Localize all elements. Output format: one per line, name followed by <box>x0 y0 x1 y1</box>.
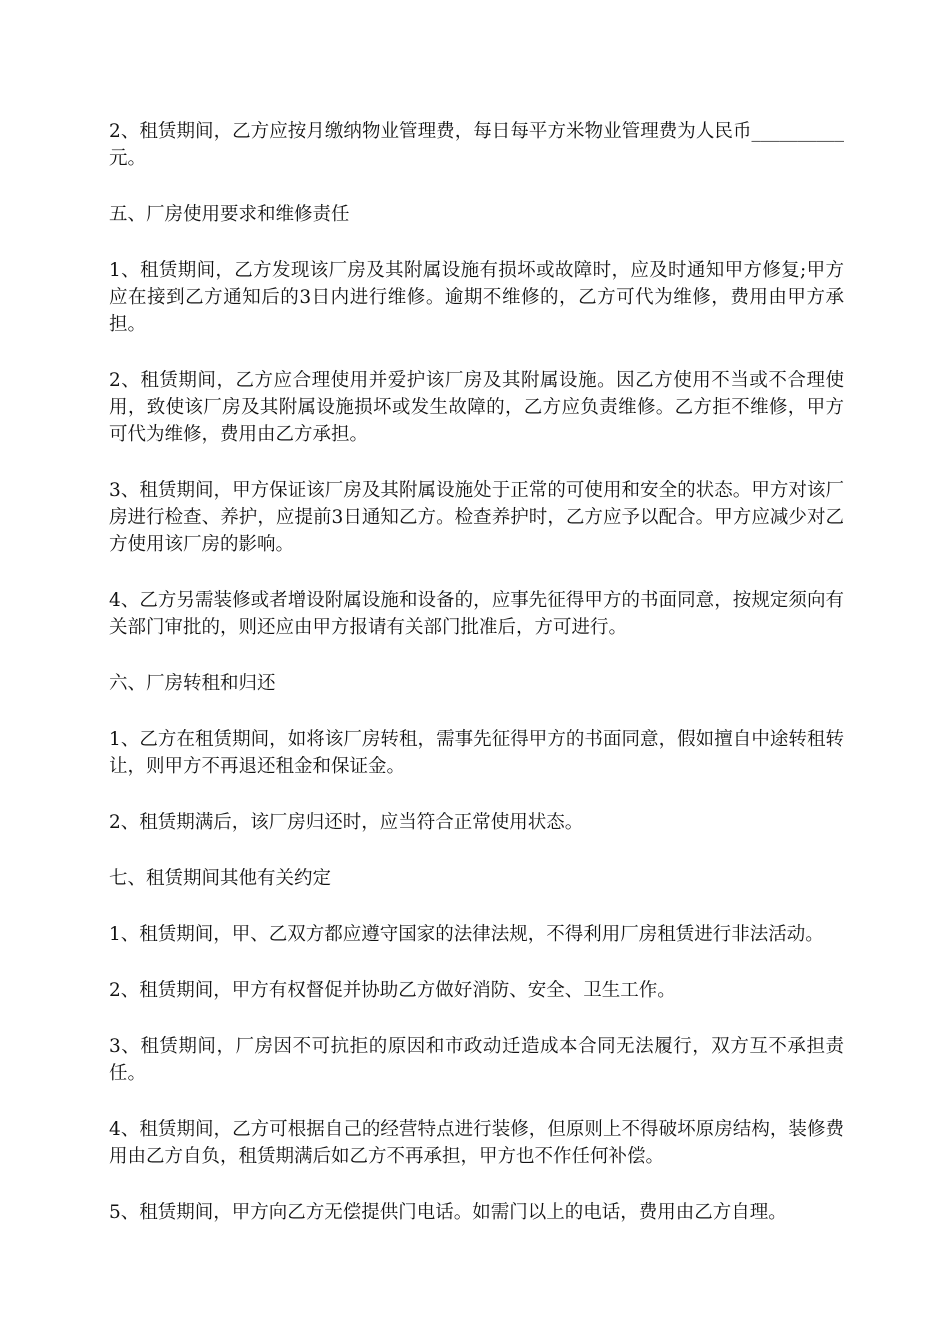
clause-6-1: 1、乙方在租赁期间，如将该厂房转租，需事先征得甲方的书面同意，假如擅自中途转租转让，则甲方不再退还租金和保证金。 <box>109 729 844 777</box>
clause-5-3: 3、租赁期间，甲方保证该厂房及其附属设施处于正常的可使用和安全的状态。甲方对该厂房进行检查、养护，应提前3日通知乙方。检查养护时，乙方应予以配合。甲方应减少对乙方使用该厂房的影响。 <box>109 480 844 555</box>
clause-6-2: 2、租赁期满后，该厂房归还时，应当符合正常使用状态。 <box>109 812 584 833</box>
section-heading-5: 五、厂房使用要求和维修责任 <box>109 204 350 225</box>
clause-5-4: 4、乙方另需装修或者增设附属设施和设备的，应事先征得甲方的书面同意，按规定须向有关部门审批的，则还应由甲方报请有关部门批准后，方可进行。 <box>109 590 844 638</box>
clause-7-5: 5、租赁期间，甲方向乙方无偿提供门电话。如需门以上的电话，费用由乙方自理。 <box>109 1202 787 1223</box>
section-heading-6: 六、厂房转租和归还 <box>109 673 276 694</box>
clause-7-1: 1、租赁期间，甲、乙双方都应遵守国家的法律法规，不得利用厂房租赁进行非法活动。 <box>109 924 824 945</box>
clause-7-2: 2、租赁期间，甲方有权督促并协助乙方做好消防、安全、卫生工作。 <box>109 980 676 1001</box>
clause-5-1: 1、租赁期间，乙方发现该厂房及其附属设施有损坏或故障时，应及时通知甲方修复;甲方应在接到乙方通知后的3日内进行维修。逾期不维修的，乙方可代为维修，费用由甲方承担。 <box>109 260 844 335</box>
clause-7-3: 3、租赁期间，厂房因不可抗拒的原因和市政动迁造成本合同无法履行，双方互不承担责任。 <box>109 1036 844 1084</box>
document-body <box>109 118 844 1255</box>
clause-5-2: 2、租赁期间，乙方应合理使用并爱护该厂房及其附属设施。因乙方使用不当或不合理使用，致使该厂房及其附属设施损坏或发生故障的，乙方应负责维修。乙方拒不维修，甲方可代为维修，费用由乙方承担。 <box>109 370 844 445</box>
clause-7-4: 4、租赁期间，乙方可根据自己的经营特点进行装修，但原则上不得破坏原房结构，装修费用由乙方自负，租赁期满后如乙方不再承担，甲方也不作任何补偿。 <box>109 1119 844 1167</box>
section-heading-7: 七、租赁期间其他有关约定 <box>109 868 332 889</box>
clause-4-2-property-fee: 2、租赁期间，乙方应按月缴纳物业管理费，每日每平方米物业管理费为人民币__________元。 <box>109 121 844 169</box>
